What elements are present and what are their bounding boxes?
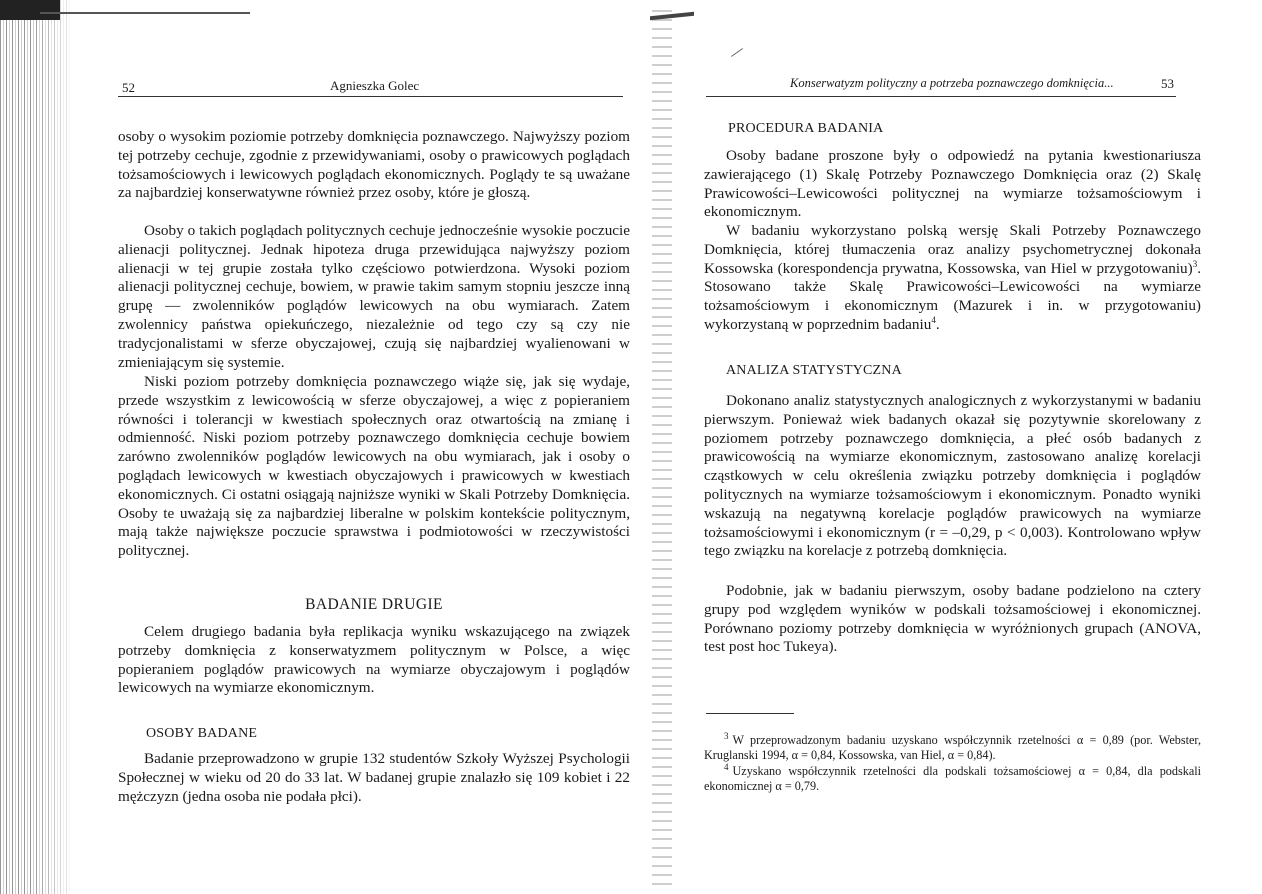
scan-edge-left — [0, 0, 72, 894]
footnote-ref: 4 — [931, 314, 936, 325]
paragraph: Osoby o takich poglądach politycznych cechuje jednocześnie wysokie poczucie alienacji politycznej. Jednak hipoteza druga przewidująca najwyższy poziom alienacji w tej grupie została tylko częściowo potwierdzona. Wysoki poziom alienacji politycznej cechuje, bowiem, w prawie takim samym stopniu jeszcze inną grupę — zwolenników poglądów lewicowych na obu wymiarach. Zatem zwolennicy państwa opiekuńczego, niezależnie od tego czy są czy nie tradycjonalistami w sferze obyczajowej, czują się najbardziej wyalienowani w zmieniającym się systemie. — [118, 222, 630, 371]
footnote — [704, 761, 1201, 793]
footnote-ref: 3 — [1192, 258, 1198, 269]
paragraph-text: . Stosowano także Skalę Prawicowości–Lewicowości na wymiarze tożsamościowym i ekonomicznym (Mazurek i in. w przygotowaniu) wykorzystaną w poprzednim badaniu — [704, 259, 1201, 333]
running-head-left — [118, 76, 623, 97]
paragraph: Dokonano analiz statystycznych analogicznych z wykorzystanymi w badaniu pierwszym. Ponieważ wiek badanych okazał się pozytywnie skorelowany z poziomem potrzeby poznawczego domknięcia, a płeć osób badanych z prawicowością na wymiarze ekonomicznym, zastosowano analizę korelacji cząstkowych w celu określenia związku potrzeby domknięcia i poglądów politycznych na wymiarze tożsamościowym i ekonomicznym. Ponadto wyniki wskazują na negatywną korelacje poglądów prawicowych na wymiarze tożsamościowymi i ekonomicznym (r = –0,29, p < 0,003). Kontrolowano wpływ tego związku na korelacje z potrzebą domknięcia. — [704, 392, 1201, 560]
footnote-text: W przeprowadzonym badaniu uzyskano współczynnik rzetelności α = 0,89 (por. Webster, Kruglanski 1994, α = 0,84, Kossowska, van Hiel, α = 0,84). — [704, 733, 1201, 762]
paragraph-text: W badaniu wykorzystano polską wersję Skali Potrzeby Poznawczego Domknięcia, której tłumaczenia oraz analizy psychometrycznej dokonała Kossowska (korespondencja prywatna, Kossowska, van Hiel w przygotowaniu) — [704, 222, 1201, 277]
running-head-right — [706, 76, 1176, 97]
section-intro: Celem drugiego badania była replikacja wyniku wskazującego na związek potrzeby domknięcia z konserwatyzmem politycznym w Polsce, a więc popieraniem poglądów prawicowych na wymiarze obyczajowym i poglądów lewicowych na wymiarze ekonomicznym. — [118, 623, 630, 697]
analysis-title: ANALIZA STATYSTYCZNA — [726, 363, 902, 378]
paragraph: Osoby badane proszone były o odpowiedź na pytania kwestionariusza zawierającego (1) Skalę Potrzeby Poznawczego Domknięcia oraz (2) Skalę Prawicowości–Lewicowości politycznej na wymiarze tożsamościowym i ekonomicznym. — [704, 147, 1201, 221]
footnote-mark: 3 — [724, 730, 729, 741]
paragraph: osoby o wysokim poziomie potrzeby domknięcia poznawczego. Najwyższy poziom tej potrzeby cechuje, zgodnie z przewidywaniami, osoby o prawicowych poglądach tożsamościowych i lewicowych poglądach ekonomicznych. Poglądy te są uważane za najbardziej konserwatywne również przez osoby, które je głoszą. — [118, 128, 630, 202]
book-gutter — [652, 10, 672, 890]
paragraph: Podobnie, jak w badaniu pierwszym, osoby badane podzielono na cztery grupy pod względem wyników w podskali tożsamościowej i ekonomicznej. Porównano poziomy potrzeby domknięcia w wyróżnionych grupach (ANOVA, test post hoc Tukeya). — [704, 582, 1201, 656]
page-number: 52 — [122, 80, 135, 95]
footnote — [704, 730, 1201, 762]
running-head-title: Konserwatyzm polityczny a potrzeba poznawczego domknięcia... — [790, 76, 1114, 90]
footnote-rule — [706, 713, 794, 714]
running-head-author: Agnieszka Golec — [330, 78, 420, 93]
scan-corner-mark — [0, 0, 60, 20]
section-title: BADANIE DRUGIE — [305, 596, 443, 613]
page-number: 53 — [1161, 76, 1174, 91]
procedure-title: PROCEDURA BADANIA — [728, 121, 884, 136]
footnote-text: Uzyskano współczynnik rzetelności dla podskali tożsamościowej α = 0,84, dla podskali ekonomicznej α = 0,79. — [704, 764, 1201, 793]
subsection-text: Badanie przeprowadzono w grupie 132 studentów Szkoły Wyższej Psychologii Społecznej w wieku od 20 do 33 lat. W badanej grupie znalazło się 109 kobiet i 22 mężczyzn (jedna osoba nie podała płci). — [118, 750, 630, 805]
paragraph-text: . — [935, 315, 940, 333]
subsection-title: OSOBY BADANE — [146, 726, 258, 741]
paragraph: Niski poziom potrzeby domknięcia poznawczego wiąże się, jak się wydaje, przede wszystkim z lewicowością w sferze obyczajowej, a więc z popieraniem równości i tolerancji w kwestiach społecznych oraz otwartością na zmianę i odmienność. Niski poziom potrzeby poznawczego domknięcia cechuje bowiem zarówno zwolenników poglądów lewicowych na obu wymiarach, jak i osoby o poglądach lewicowych w kwestiach obyczajowych i prawicowych w kwestiach ekonomicznych. Ci ostatni osiągają najniższe wyniki w Skali Potrzeby Domknięcia. Osoby te uważają się za najbardziej liberalne w polskim kontekście politycznym, mają także największe poczucie sprawstwa i podmiotowości w rzeczywistości politycznej. — [118, 373, 630, 560]
scan-top-line — [40, 12, 250, 14]
footnote-mark: 4 — [724, 761, 729, 772]
pencil-mark — [731, 48, 743, 57]
paragraph — [704, 222, 1201, 335]
